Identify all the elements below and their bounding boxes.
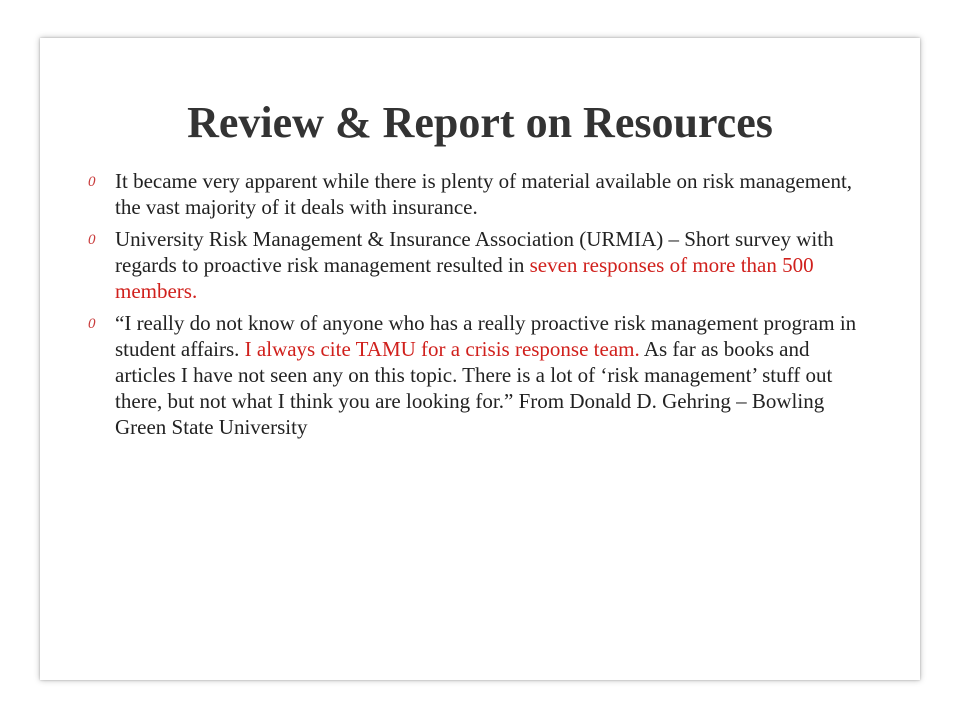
highlighted-text: seven responses of more than 500 members. bbox=[115, 253, 814, 303]
bullet-marker-icon: 0 bbox=[88, 232, 96, 248]
bullet-text: It became very apparent while there is plenty of material available on risk management, the vast majority of it deals with insurance. bbox=[115, 169, 853, 219]
highlighted-text: I always cite TAMU for a crisis response team. bbox=[244, 337, 640, 361]
bullet-item bbox=[88, 168, 868, 220]
bullet-item bbox=[88, 310, 868, 440]
slide-title: Review & Report on Resources bbox=[187, 98, 773, 147]
bullet-marker-icon: 0 bbox=[88, 316, 96, 332]
bullet-marker-icon: 0 bbox=[88, 174, 96, 190]
bullet-item bbox=[88, 226, 868, 304]
bullet-text: University Risk Management & Insurance Association (URMIA) – Short survey with regards to proactive risk management resulted in bbox=[115, 227, 834, 277]
bullet-list bbox=[88, 168, 868, 446]
bullet-text-continued: As far as books and articles I have not seen any on this topic. There is a lot of ‘risk management’ stuff out there, but not what I think you are looking for.” From Donald D. Gehring – Bowling Green State University bbox=[115, 337, 833, 439]
bullet-text: “I really do not know of anyone who has a really proactive risk management program in student affairs. bbox=[115, 311, 857, 361]
